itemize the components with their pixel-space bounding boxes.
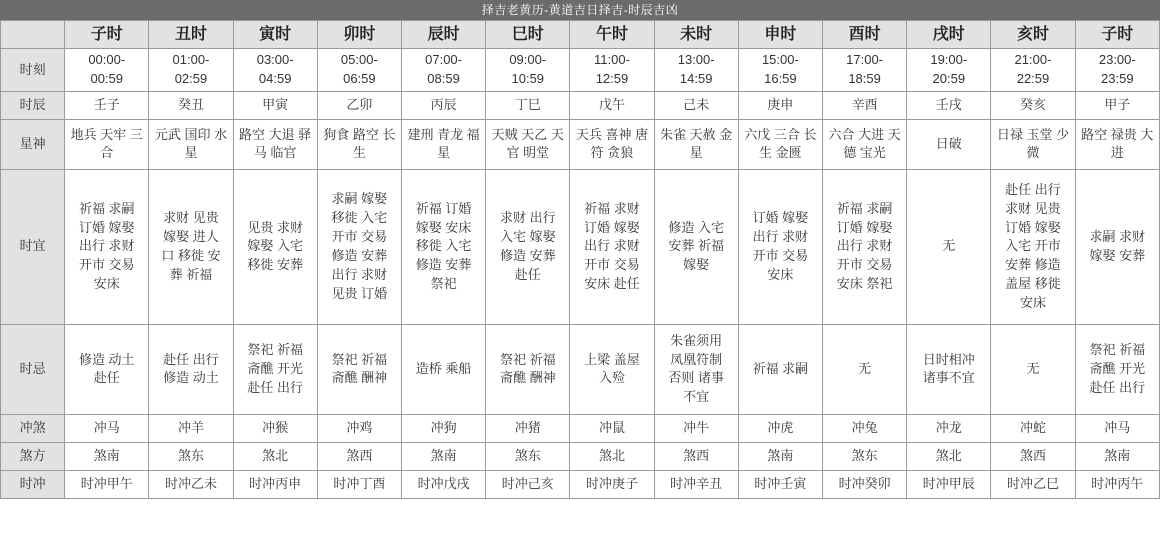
column-header: 亥时 [991, 21, 1075, 49]
bad-cell: 祭祀 祈福 斋醮 酬神 [486, 324, 570, 414]
shichong-cell: 时冲乙未 [149, 470, 233, 498]
clash-cell: 冲鸡 [317, 414, 401, 442]
clash-cell: 冲龙 [907, 414, 991, 442]
sha-cell: 煞东 [822, 442, 906, 470]
row-shichong [1, 470, 1160, 498]
star-cell: 天兵 喜神 唐符 贪狼 [570, 119, 654, 169]
good-cell: 祈福 求嗣 订婚 嫁娶 出行 求财 开市 交易 安床 [65, 169, 149, 324]
column-header: 午时 [570, 21, 654, 49]
shichong-cell: 时冲庚子 [570, 470, 654, 498]
ganzhi-cell: 乙卯 [317, 91, 401, 119]
row-label-star: 星神 [1, 119, 65, 169]
row-time [1, 49, 1160, 92]
clash-cell: 冲猴 [233, 414, 317, 442]
column-header: 子时 [65, 21, 149, 49]
row-label-good: 时宜 [1, 169, 65, 324]
clash-cell: 冲鼠 [570, 414, 654, 442]
bad-cell: 日时相冲 诸事不宜 [907, 324, 991, 414]
good-cell: 求财 出行 入宅 嫁娶 修造 安葬 赴任 [486, 169, 570, 324]
bad-cell: 无 [991, 324, 1075, 414]
column-header: 申时 [738, 21, 822, 49]
bad-cell: 祭祀 祈福 斋醮 酬神 [317, 324, 401, 414]
sha-cell: 煞北 [907, 442, 991, 470]
good-cell: 祈福 求财 订婚 嫁娶 出行 求财 开市 交易 安床 赴任 [570, 169, 654, 324]
time-cell: 15:00- 16:59 [738, 49, 822, 92]
sha-cell: 煞西 [654, 442, 738, 470]
clash-cell: 冲马 [65, 414, 149, 442]
row-label-clash: 冲煞 [1, 414, 65, 442]
good-cell: 无 [907, 169, 991, 324]
hour-fortune-table [0, 20, 1160, 499]
bad-cell: 祭祀 祈福 斋醮 开光 赴任 出行 [1075, 324, 1159, 414]
shichong-cell: 时冲丙申 [233, 470, 317, 498]
clash-cell: 冲虎 [738, 414, 822, 442]
good-cell: 祈福 求嗣 订婚 嫁娶 出行 求财 开市 交易 安床 祭祀 [822, 169, 906, 324]
shichong-cell: 时冲戊戌 [401, 470, 485, 498]
ganzhi-cell: 戊午 [570, 91, 654, 119]
ganzhi-cell: 己未 [654, 91, 738, 119]
column-header: 巳时 [486, 21, 570, 49]
star-cell: 六合 大进 天德 宝光 [822, 119, 906, 169]
ganzhi-cell: 丙辰 [401, 91, 485, 119]
good-cell: 祈福 订婚 嫁娶 安床 移徙 入宅 修造 安葬 祭祀 [401, 169, 485, 324]
sha-cell: 煞西 [317, 442, 401, 470]
sha-cell: 煞南 [65, 442, 149, 470]
shichong-cell: 时冲乙巳 [991, 470, 1075, 498]
sha-cell: 煞南 [1075, 442, 1159, 470]
sha-cell: 煞东 [486, 442, 570, 470]
row-clash [1, 414, 1160, 442]
shichong-cell: 时冲甲辰 [907, 470, 991, 498]
bad-cell: 无 [822, 324, 906, 414]
star-cell: 路空 禄贵 大进 [1075, 119, 1159, 169]
row-label-shichong: 时冲 [1, 470, 65, 498]
column-header: 酉时 [822, 21, 906, 49]
row-sha [1, 442, 1160, 470]
bad-cell: 修造 动土 赴任 [65, 324, 149, 414]
star-cell: 元武 国印 水星 [149, 119, 233, 169]
good-cell: 修造 入宅 安葬 祈福 嫁娶 [654, 169, 738, 324]
star-cell: 朱雀 天赦 金星 [654, 119, 738, 169]
ganzhi-cell: 甲子 [1075, 91, 1159, 119]
good-cell: 赴任 出行 求财 见贵 订婚 嫁娶 入宅 开市 安葬 修造 盖屋 移徙 安床 [991, 169, 1075, 324]
time-cell: 21:00- 22:59 [991, 49, 1075, 92]
bad-cell: 祈福 求嗣 [738, 324, 822, 414]
shichong-cell: 时冲癸卯 [822, 470, 906, 498]
time-cell: 00:00- 00:59 [65, 49, 149, 92]
star-cell: 天贼 天乙 天官 明堂 [486, 119, 570, 169]
ganzhi-cell: 癸丑 [149, 91, 233, 119]
time-cell: 07:00- 08:59 [401, 49, 485, 92]
row-good [1, 169, 1160, 324]
sha-cell: 煞北 [570, 442, 654, 470]
star-cell: 路空 大退 驿马 临官 [233, 119, 317, 169]
column-header: 卯时 [317, 21, 401, 49]
sha-cell: 煞北 [233, 442, 317, 470]
bad-cell: 赴任 出行 修造 动土 [149, 324, 233, 414]
row-label-bad: 时忌 [1, 324, 65, 414]
row-star [1, 119, 1160, 169]
shichong-cell: 时冲丁酉 [317, 470, 401, 498]
star-cell: 六戊 三合 长生 金匮 [738, 119, 822, 169]
sha-cell: 煞南 [401, 442, 485, 470]
sha-cell: 煞东 [149, 442, 233, 470]
star-cell: 日破 [907, 119, 991, 169]
ganzhi-cell: 壬子 [65, 91, 149, 119]
time-cell: 01:00- 02:59 [149, 49, 233, 92]
star-cell: 日禄 玉堂 少微 [991, 119, 1075, 169]
good-cell: 求嗣 求财 嫁娶 安葬 [1075, 169, 1159, 324]
time-cell: 05:00- 06:59 [317, 49, 401, 92]
table-header-row [1, 21, 1160, 49]
row-label-ganzhi: 时辰 [1, 91, 65, 119]
shichong-cell: 时冲辛丑 [654, 470, 738, 498]
time-cell: 09:00- 10:59 [486, 49, 570, 92]
good-cell: 求财 见贵 嫁娶 进人 口 移徙 安 葬 祈福 [149, 169, 233, 324]
column-header: 寅时 [233, 21, 317, 49]
header-corner [1, 21, 65, 49]
shichong-cell: 时冲丙午 [1075, 470, 1159, 498]
clash-cell: 冲马 [1075, 414, 1159, 442]
ganzhi-cell: 壬戌 [907, 91, 991, 119]
row-bad [1, 324, 1160, 414]
column-header: 子时 [1075, 21, 1159, 49]
row-label-sha: 煞方 [1, 442, 65, 470]
ganzhi-cell: 庚申 [738, 91, 822, 119]
shichong-cell: 时冲壬寅 [738, 470, 822, 498]
good-cell: 见贵 求财 嫁娶 入宅 移徙 安葬 [233, 169, 317, 324]
sha-cell: 煞南 [738, 442, 822, 470]
time-cell: 23:00- 23:59 [1075, 49, 1159, 92]
sha-cell: 煞西 [991, 442, 1075, 470]
clash-cell: 冲羊 [149, 414, 233, 442]
star-cell: 地兵 天牢 三合 [65, 119, 149, 169]
star-cell: 狗食 路空 长生 [317, 119, 401, 169]
ganzhi-cell: 辛酉 [822, 91, 906, 119]
time-cell: 03:00- 04:59 [233, 49, 317, 92]
column-header: 辰时 [401, 21, 485, 49]
clash-cell: 冲狗 [401, 414, 485, 442]
good-cell: 订婚 嫁娶 出行 求财 开市 交易 安床 [738, 169, 822, 324]
clash-cell: 冲牛 [654, 414, 738, 442]
star-cell: 建刑 青龙 福星 [401, 119, 485, 169]
time-cell: 11:00- 12:59 [570, 49, 654, 92]
page-title: 择吉老黄历-黄道吉日择吉-时辰吉凶 [0, 0, 1160, 20]
column-header: 丑时 [149, 21, 233, 49]
time-cell: 13:00- 14:59 [654, 49, 738, 92]
ganzhi-cell: 丁巳 [486, 91, 570, 119]
clash-cell: 冲猪 [486, 414, 570, 442]
row-label-time: 时刻 [1, 49, 65, 92]
bad-cell: 上梁 盖屋 入殓 [570, 324, 654, 414]
time-cell: 19:00- 20:59 [907, 49, 991, 92]
time-cell: 17:00- 18:59 [822, 49, 906, 92]
bad-cell: 朱雀须用 凤凰符制 否则 诸事 不宜 [654, 324, 738, 414]
bad-cell: 造桥 乘船 [401, 324, 485, 414]
ganzhi-cell: 甲寅 [233, 91, 317, 119]
column-header: 未时 [654, 21, 738, 49]
good-cell: 求嗣 嫁娶 移徙 入宅 开市 交易 修造 安葬 出行 求财 见贵 订婚 [317, 169, 401, 324]
bad-cell: 祭祀 祈福 斋醮 开光 赴任 出行 [233, 324, 317, 414]
ganzhi-cell: 癸亥 [991, 91, 1075, 119]
clash-cell: 冲蛇 [991, 414, 1075, 442]
shichong-cell: 时冲甲午 [65, 470, 149, 498]
shichong-cell: 时冲己亥 [486, 470, 570, 498]
column-header: 戌时 [907, 21, 991, 49]
clash-cell: 冲兔 [822, 414, 906, 442]
row-ganzhi [1, 91, 1160, 119]
